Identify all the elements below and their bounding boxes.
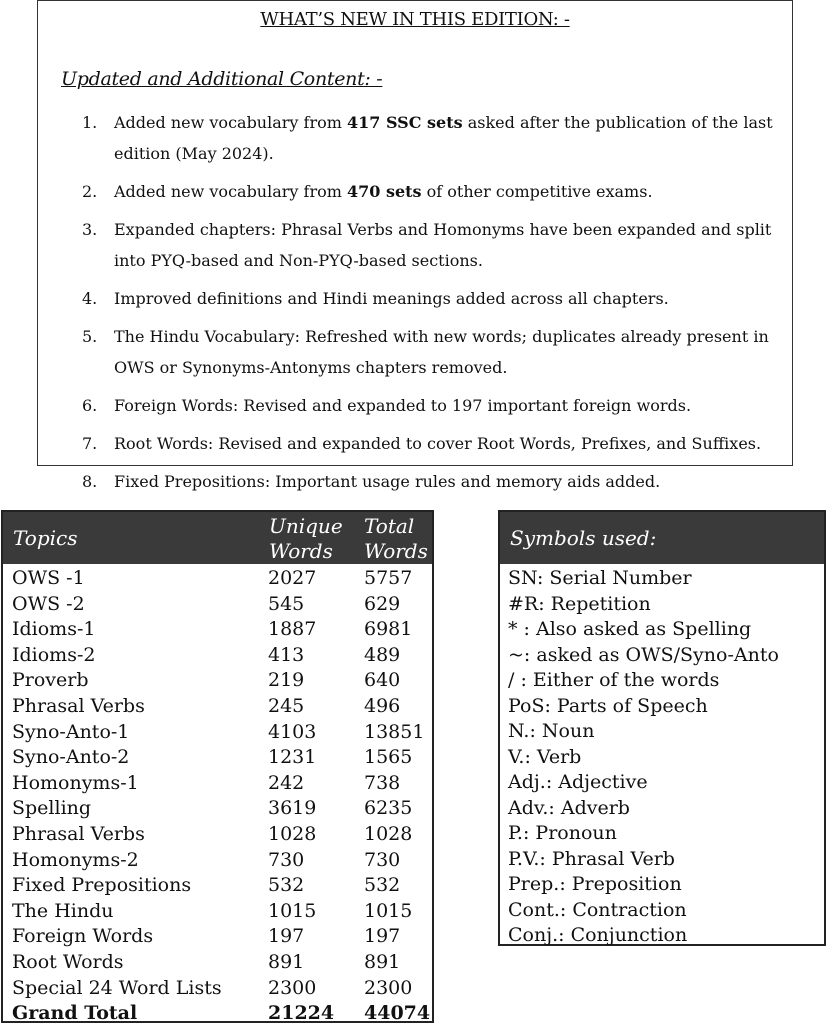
topic-name-cell: Homonyms-2 [12, 848, 139, 871]
whats-new-box [37, 0, 793, 491]
grand-total-row [3, 1001, 432, 1027]
table-row [3, 745, 432, 771]
unique-words-cell: 1887 [268, 618, 317, 641]
unique-words-cell: 2300 [268, 976, 317, 999]
item-highlight: 470 sets [347, 182, 422, 201]
symbol-item: Prep.: Preposition [508, 873, 682, 895]
item-number: 3. [82, 220, 98, 239]
whats-new-item [82, 466, 782, 497]
table-row [3, 720, 432, 746]
unique-words-cell: 1015 [268, 899, 317, 922]
item-text [114, 466, 782, 497]
item-text [114, 321, 782, 383]
total-words-cell: 489 [364, 643, 401, 666]
table-row [3, 924, 432, 950]
symbol-item: Adj.: Adjective [508, 771, 648, 793]
item-text [114, 283, 782, 314]
topic-name-cell: Special 24 Word Lists [12, 976, 222, 999]
table-row [3, 976, 432, 1002]
item-number: 8. [82, 472, 98, 491]
unique-words-cell: 2027 [268, 567, 317, 589]
table-row [3, 592, 432, 618]
whats-new-item [82, 390, 782, 421]
total-words-cell: 730 [364, 848, 401, 871]
whats-new-title: WHAT’S NEW IN THIS EDITION: - [260, 9, 570, 30]
total-words-cell: 44074 [364, 1002, 431, 1025]
item-number: 4. [82, 289, 98, 308]
symbol-item: #R: Repetition [508, 592, 651, 615]
whats-new-item [82, 428, 782, 459]
table-row [3, 796, 432, 822]
header-topics: Topics [13, 526, 78, 550]
topics-table [1, 510, 434, 1023]
total-words-cell: 1565 [364, 746, 413, 769]
item-text [114, 107, 782, 169]
topic-name-cell: Syno-Anto-2 [12, 746, 130, 769]
total-words-cell: 532 [364, 874, 401, 897]
item-text-start: Fixed Prepositions: Important usage rules and memory aids added. [114, 472, 661, 491]
total-words-cell: 629 [364, 592, 401, 615]
total-words-cell: 6235 [364, 797, 413, 820]
table-row [3, 694, 432, 720]
updated-content-subtitle: Updated and Additional Content: - [61, 68, 383, 90]
total-words-cell: 1028 [364, 822, 413, 845]
total-words-cell: 738 [364, 771, 401, 794]
unique-words-cell: 891 [268, 950, 305, 973]
unique-words-cell: 21224 [268, 1002, 335, 1025]
item-highlight: 417 SSC sets [347, 113, 463, 132]
symbols-list [500, 564, 824, 949]
topic-name-cell: OWS -2 [12, 592, 85, 615]
symbol-item: P.: Pronoun [508, 822, 617, 844]
whats-new-item [82, 283, 782, 314]
table-row [3, 771, 432, 797]
item-text-start: Added new vocabulary from [114, 182, 347, 201]
header-unique-words: Unique Words [269, 514, 343, 563]
topic-name-cell: Phrasal Verbs [12, 822, 145, 845]
total-words-cell: 1015 [364, 899, 413, 922]
total-words-cell: 13851 [364, 720, 425, 743]
topic-name-cell: Homonyms-1 [12, 771, 139, 794]
total-words-cell: 5757 [364, 567, 413, 589]
total-words-cell: 640 [364, 669, 401, 692]
item-text-start: Improved definitions and Hindi meanings added across all chapters. [114, 289, 669, 308]
topic-name-cell: Spelling [12, 797, 92, 820]
item-number: 7. [82, 434, 98, 453]
item-text-end: of other competitive exams. [421, 182, 653, 201]
item-number: 5. [82, 327, 98, 346]
whats-new-item [82, 321, 782, 383]
item-text [114, 390, 782, 421]
table-row [3, 617, 432, 643]
item-text-start: The Hindu Vocabulary: Refreshed with new words; duplicates already present in OWS or Synonyms-Antonyms chapters removed. [114, 327, 769, 377]
whats-new-item [82, 214, 782, 276]
table-row [3, 668, 432, 694]
symbols-box [498, 510, 826, 946]
item-text-start: Added new vocabulary from [114, 113, 347, 132]
table-row [3, 873, 432, 899]
total-words-cell: 496 [364, 694, 401, 717]
unique-words-cell: 730 [268, 848, 305, 871]
header-total-words: Total Words [364, 514, 428, 563]
unique-words-cell: 545 [268, 592, 305, 615]
topic-name-cell: Root Words [12, 950, 124, 973]
topic-name-cell: Idioms-1 [12, 618, 96, 641]
item-text-start: Root Words: Revised and expanded to cover Root Words, Prefixes, and Suffixes. [114, 434, 762, 453]
item-number: 1. [82, 113, 98, 132]
topic-name-cell: Phrasal Verbs [12, 694, 145, 717]
unique-words-cell: 413 [268, 643, 305, 666]
total-words-cell: 197 [364, 925, 401, 948]
topics-table-body [3, 564, 432, 1027]
topic-name-cell: Syno-Anto-1 [12, 720, 130, 743]
topic-name-cell: Grand Total [12, 1002, 138, 1025]
unique-words-cell: 4103 [268, 720, 317, 743]
symbol-item: V.: Verb [508, 745, 582, 768]
unique-words-cell: 242 [268, 771, 305, 794]
unique-words-cell: 245 [268, 694, 305, 717]
symbol-item: SN: Serial Number [508, 567, 692, 589]
item-text [114, 176, 782, 207]
symbol-item: Cont.: Contraction [508, 898, 687, 921]
item-text [114, 214, 782, 276]
whats-new-item [82, 176, 782, 207]
topic-name-cell: Proverb [12, 669, 89, 692]
unique-words-cell: 1231 [268, 746, 317, 769]
table-row [3, 848, 432, 874]
topic-name-cell: The Hindu [12, 899, 114, 922]
unique-words-cell: 219 [268, 669, 305, 692]
total-words-cell: 6981 [364, 618, 413, 641]
topics-table-header [3, 512, 432, 564]
symbol-item: ~: asked as OWS/Syno-Anto [508, 643, 779, 666]
topic-name-cell: Fixed Prepositions [12, 874, 192, 897]
topic-name-cell: Idioms-2 [12, 643, 96, 666]
topic-name-cell: Foreign Words [12, 925, 154, 948]
symbol-item: P.V.: Phrasal Verb [508, 847, 675, 870]
whats-new-list [82, 107, 782, 504]
unique-words-cell: 532 [268, 874, 305, 897]
symbol-item: * : Also asked as Spelling [508, 618, 752, 640]
item-text [114, 428, 782, 459]
table-row [3, 899, 432, 925]
total-words-cell: 891 [364, 950, 401, 973]
symbol-item: PoS: Parts of Speech [508, 694, 708, 717]
unique-words-cell: 1028 [268, 822, 317, 845]
symbol-item: Conj.: Conjunction [508, 924, 688, 946]
symbol-item: / : Either of the words [508, 669, 720, 691]
item-text-start: Foreign Words: Revised and expanded to 197 important foreign words. [114, 396, 692, 415]
table-row [3, 950, 432, 976]
table-row [3, 566, 432, 592]
item-text-end: asked after the publication of the last edition (May 2024). [114, 113, 773, 163]
item-text-start: Expanded chapters: Phrasal Verbs and Homonyms have been expanded and split into PYQ-based and Non-PYQ-based sections. [114, 220, 772, 270]
symbol-item: N.: Noun [508, 720, 595, 742]
symbol-item: Adv.: Adverb [508, 796, 630, 819]
total-words-cell: 2300 [364, 976, 413, 999]
symbols-header: Symbols used: [500, 512, 824, 564]
table-row [3, 822, 432, 848]
topic-name-cell: OWS -1 [12, 567, 85, 589]
item-number: 2. [82, 182, 98, 201]
item-number: 6. [82, 396, 98, 415]
table-row [3, 643, 432, 669]
unique-words-cell: 197 [268, 925, 305, 948]
unique-words-cell: 3619 [268, 797, 317, 820]
whats-new-item [82, 107, 782, 169]
